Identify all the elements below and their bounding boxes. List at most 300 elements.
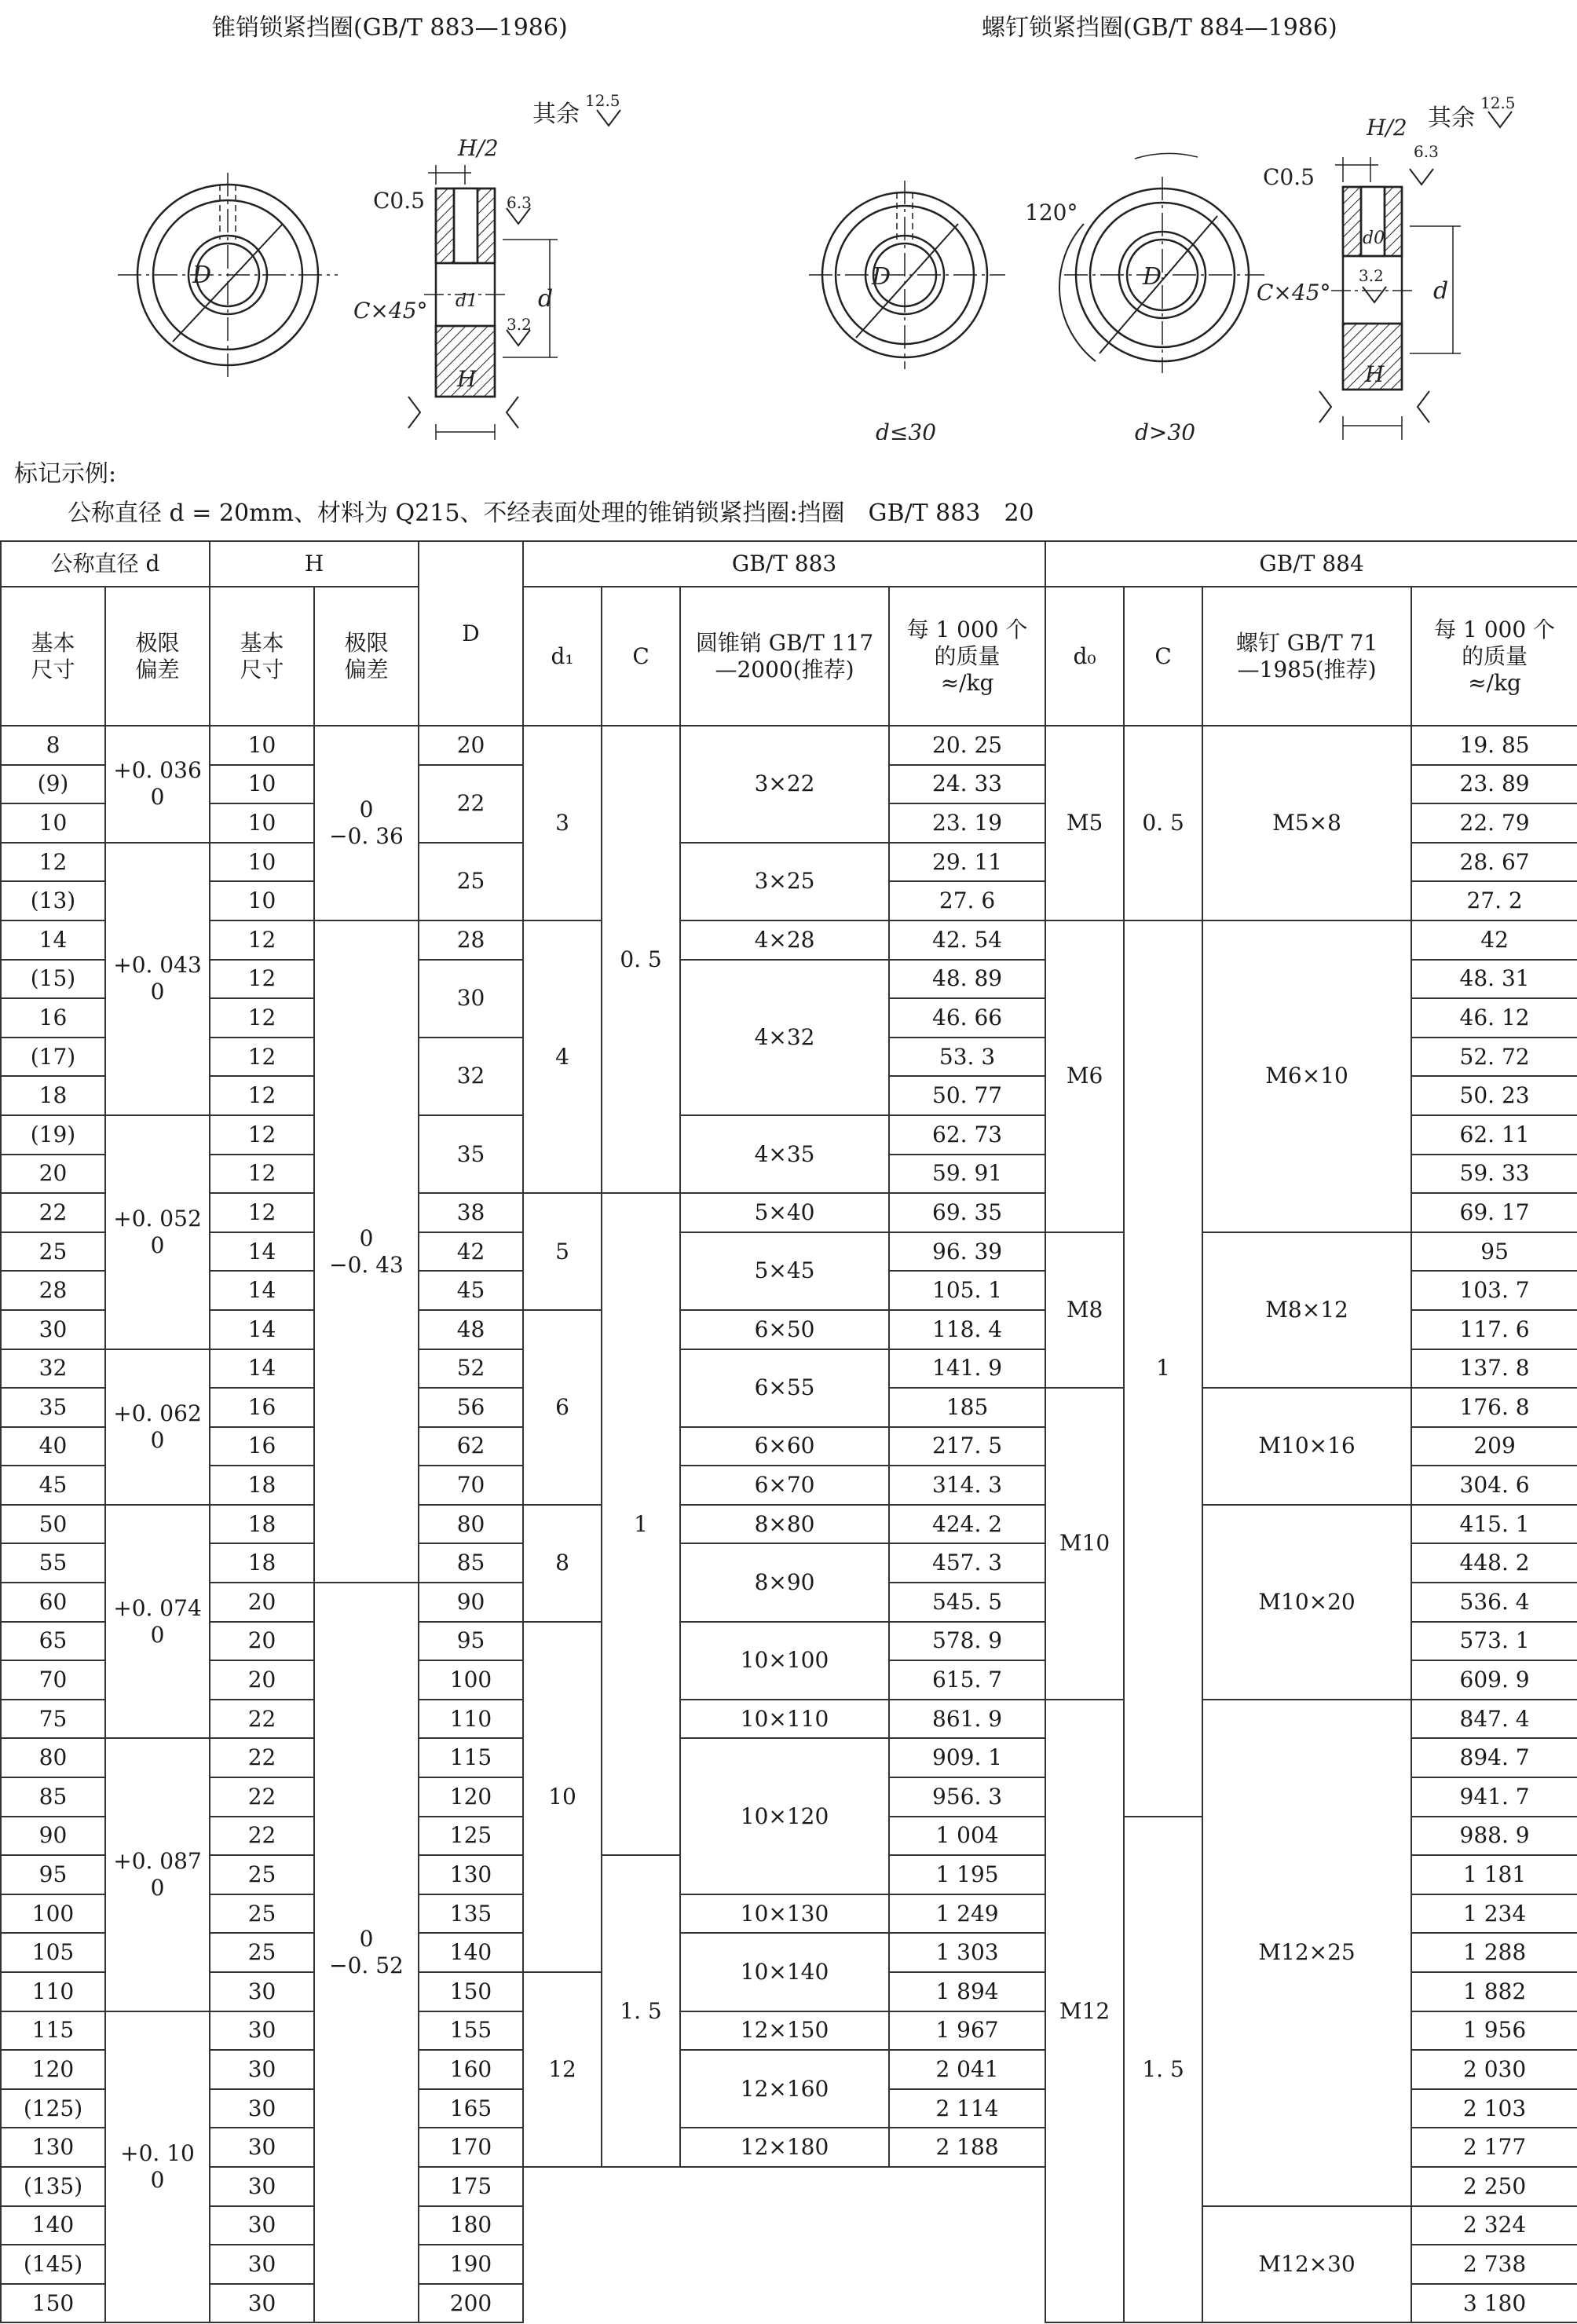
D-cell: 130 [419, 1855, 523, 1894]
title-gb884: 螺钉锁紧挡圈(GB/T 884—1986) [982, 14, 1337, 42]
marking-example-text: 公称直径 d = 20mm、材料为 Q215、不经表面处理的锥销锁紧挡圈:挡圈 GB/T 883 20 [68, 500, 1034, 527]
d-basic-cell: (15) [1, 960, 105, 999]
D-cell: 150 [419, 1972, 523, 2011]
h-tolerance-cell: 0 −0. 36 [314, 726, 419, 920]
label-angle-120: 120° [1025, 199, 1078, 225]
taper-pin-cell: 8×80 [680, 1505, 889, 1544]
header-h-basic: 基本 尺寸 [210, 587, 314, 726]
mass-884-cell: 117. 6 [1411, 1310, 1577, 1349]
c-883-cell: 1. 5 [602, 1855, 680, 2167]
D-cell: 20 [419, 726, 523, 765]
h-basic-cell: 30 [210, 2167, 314, 2206]
empty-883-cell [523, 2167, 1045, 2322]
ra-6-3-right: 6.3 [1414, 142, 1439, 161]
d-tolerance-cell: +0. 043 0 [105, 843, 210, 1115]
taper-pin-cell: 8×90 [680, 1543, 889, 1621]
mass-883-cell: 69. 35 [889, 1193, 1045, 1232]
d1-cell: 12 [523, 1972, 602, 2167]
h-basic-cell: 25 [210, 1894, 314, 1934]
D-cell: 62 [419, 1427, 523, 1466]
d-basic-cell: 10 [1, 803, 105, 843]
d-basic-cell: 28 [1, 1271, 105, 1310]
mass-883-cell: 118. 4 [889, 1310, 1045, 1349]
mass-883-cell: 23. 19 [889, 803, 1045, 843]
h-basic-cell: 20 [210, 1660, 314, 1700]
taper-pin-cell: 5×45 [680, 1232, 889, 1310]
d-basic-cell: 12 [1, 843, 105, 882]
c-883-cell: 1 [602, 1193, 680, 1855]
mass-883-cell: 27. 6 [889, 881, 1045, 920]
taper-pin-cell: 3×25 [680, 843, 889, 920]
ra-12-5-right: 12.5 [1480, 93, 1516, 112]
h-basic-cell: 12 [210, 1193, 314, 1232]
mass-883-cell: 314. 3 [889, 1466, 1045, 1505]
d0-cell: M5 [1045, 726, 1124, 920]
taper-pin-cell: 12×150 [680, 2011, 889, 2051]
mass-884-cell: 2 738 [1411, 2245, 1577, 2284]
h-basic-cell: 18 [210, 1505, 314, 1544]
d-basic-cell: (145) [1, 2245, 105, 2284]
D-cell: 190 [419, 2245, 523, 2284]
mass-884-cell: 2 030 [1411, 2050, 1577, 2089]
d-basic-cell: 45 [1, 1466, 105, 1505]
chamfer-c05-left: C0.5 [373, 188, 425, 214]
h-basic-cell: 14 [210, 1349, 314, 1389]
mass-884-cell: 50. 23 [1411, 1076, 1577, 1115]
mass-883-cell: 20. 25 [889, 726, 1045, 765]
mass-883-cell: 424. 2 [889, 1505, 1045, 1544]
mass-883-cell: 545. 5 [889, 1583, 1045, 1622]
c-883-cell: 0. 5 [602, 726, 680, 1193]
gb883-front-view [118, 173, 338, 377]
h-basic-cell: 30 [210, 2011, 314, 2051]
d-basic-cell: 95 [1, 1855, 105, 1894]
header-d1: d₁ [523, 587, 602, 726]
d-basic-cell: 20 [1, 1155, 105, 1194]
dim-h-half-left: H/2 [458, 135, 499, 161]
screw-cell: M5×8 [1202, 726, 1411, 920]
d-basic-cell: 8 [1, 726, 105, 765]
mass-884-cell: 95 [1411, 1232, 1577, 1272]
mass-884-cell: 1 882 [1411, 1972, 1577, 2011]
taper-pin-cell: 4×32 [680, 960, 889, 1115]
gb884-front-view-small [809, 181, 1005, 440]
d-basic-cell: 16 [1, 998, 105, 1038]
mass-884-cell: 573. 1 [1411, 1622, 1577, 1661]
h-basic-cell: 30 [210, 2284, 314, 2323]
gb883-section-view [353, 91, 620, 440]
D-cell: 170 [419, 2128, 523, 2167]
mass-884-cell: 2 103 [1411, 2089, 1577, 2128]
D-cell: 85 [419, 1543, 523, 1583]
d1-cell: 6 [523, 1310, 602, 1505]
mass-883-cell: 578. 9 [889, 1622, 1045, 1661]
taper-pin-cell: 5×40 [680, 1193, 889, 1232]
mass-883-cell: 46. 66 [889, 998, 1045, 1038]
mass-884-cell: 847. 4 [1411, 1700, 1577, 1739]
ra-3-2-right: 3.2 [1359, 266, 1384, 285]
gb884-front-view-large [1025, 154, 1264, 440]
h-basic-cell: 18 [210, 1543, 314, 1583]
mass-884-cell: 988. 9 [1411, 1817, 1577, 1856]
D-cell: 32 [419, 1038, 523, 1115]
d-tolerance-cell: +0. 10 0 [105, 2011, 210, 2323]
h-basic-cell: 22 [210, 1817, 314, 1856]
label-d-gt-30: d>30 [1135, 419, 1196, 440]
h-basic-cell: 22 [210, 1700, 314, 1739]
d-tolerance-cell: +0. 087 0 [105, 1738, 210, 2011]
header-D: D [419, 541, 523, 726]
h-basic-cell: 22 [210, 1777, 314, 1817]
D-cell: 110 [419, 1700, 523, 1739]
taper-pin-cell: 12×180 [680, 2128, 889, 2167]
header-nominal-d: 公称直径 d [1, 541, 210, 587]
d-basic-cell: 110 [1, 1972, 105, 2011]
h-basic-cell: 10 [210, 881, 314, 920]
D-cell: 180 [419, 2206, 523, 2245]
D-cell: 135 [419, 1894, 523, 1934]
D-cell: 175 [419, 2167, 523, 2206]
mass-884-cell: 1 234 [1411, 1894, 1577, 1934]
mass-884-cell: 941. 7 [1411, 1777, 1577, 1817]
mass-883-cell: 615. 7 [889, 1660, 1045, 1700]
chamfer-c45-right: C×45° [1257, 280, 1331, 306]
screw-cell: M6×10 [1202, 920, 1411, 1232]
mass-884-cell: 103. 7 [1411, 1271, 1577, 1310]
D-cell: 70 [419, 1466, 523, 1505]
screw-cell: M8×12 [1202, 1232, 1411, 1388]
mass-884-cell: 69. 17 [1411, 1193, 1577, 1232]
mass-883-cell: 105. 1 [889, 1271, 1045, 1310]
dim-d-right: d [1433, 277, 1449, 305]
mass-883-cell: 2 188 [889, 2128, 1045, 2167]
mass-883-cell: 50. 77 [889, 1076, 1045, 1115]
d-basic-cell: 150 [1, 2284, 105, 2323]
d-basic-cell: 115 [1, 2011, 105, 2051]
h-basic-cell: 30 [210, 2245, 314, 2284]
taper-pin-cell: 6×50 [680, 1310, 889, 1349]
mass-883-cell: 861. 9 [889, 1700, 1045, 1739]
h-basic-cell: 16 [210, 1388, 314, 1427]
d-tolerance-cell: +0. 036 0 [105, 726, 210, 843]
ra-6-3-left: 6.3 [507, 193, 532, 212]
dim-D-right-b: D [1143, 263, 1162, 291]
d-basic-cell: 100 [1, 1894, 105, 1934]
mass-883-cell: 185 [889, 1388, 1045, 1427]
h-basic-cell: 10 [210, 843, 314, 882]
mass-883-cell: 24. 33 [889, 765, 1045, 804]
header-taper-pin: 圆锥销 GB/T 117 —2000(推荐) [680, 587, 889, 726]
mass-883-cell: 59. 91 [889, 1155, 1045, 1194]
mass-884-cell: 1 288 [1411, 1933, 1577, 1972]
h-basic-cell: 12 [210, 920, 314, 960]
d-basic-cell: 55 [1, 1543, 105, 1583]
taper-pin-cell: 10×110 [680, 1700, 889, 1739]
taper-pin-cell: 10×120 [680, 1738, 889, 1894]
mass-884-cell: 22. 79 [1411, 803, 1577, 843]
taper-pin-cell: 12×160 [680, 2050, 889, 2128]
D-cell: 25 [419, 843, 523, 920]
d-basic-cell: 60 [1, 1583, 105, 1622]
header-h-tol: 极限 偏差 [314, 587, 419, 726]
h-basic-cell: 16 [210, 1427, 314, 1466]
D-cell: 56 [419, 1388, 523, 1427]
mass-884-cell: 304. 6 [1411, 1466, 1577, 1505]
mass-883-cell: 62. 73 [889, 1115, 1045, 1155]
h-basic-cell: 25 [210, 1933, 314, 1972]
mass-884-cell: 209 [1411, 1427, 1577, 1466]
d-basic-cell: 75 [1, 1700, 105, 1739]
d-basic-cell: 105 [1, 1933, 105, 1972]
h-basic-cell: 14 [210, 1232, 314, 1272]
D-cell: 155 [419, 2011, 523, 2051]
D-cell: 48 [419, 1310, 523, 1349]
mass-883-cell: 96. 39 [889, 1232, 1045, 1272]
taper-pin-cell: 10×140 [680, 1933, 889, 2011]
D-cell: 28 [419, 920, 523, 960]
mass-883-cell: 1 894 [889, 1972, 1045, 2011]
D-cell: 200 [419, 2284, 523, 2323]
mass-884-cell: 46. 12 [1411, 998, 1577, 1038]
screw-cell: M10×16 [1202, 1388, 1411, 1505]
d0-cell: M6 [1045, 920, 1124, 1232]
mass-884-cell: 176. 8 [1411, 1388, 1577, 1427]
screw-cell: M12×25 [1202, 1700, 1411, 2206]
mass-883-cell: 1 303 [889, 1933, 1045, 1972]
mass-883-cell: 141. 9 [889, 1349, 1045, 1389]
D-cell: 160 [419, 2050, 523, 2089]
mass-884-cell: 2 177 [1411, 2128, 1577, 2167]
d-basic-cell: (17) [1, 1038, 105, 1077]
d-basic-cell: 22 [1, 1193, 105, 1232]
d-basic-cell: (13) [1, 881, 105, 920]
d-basic-cell: 50 [1, 1505, 105, 1544]
dim-d-left: d [538, 285, 554, 313]
D-cell: 80 [419, 1505, 523, 1544]
d0-cell: M8 [1045, 1232, 1124, 1388]
taper-pin-cell: 10×100 [680, 1622, 889, 1700]
dim-h-half-right: H/2 [1367, 115, 1407, 141]
d-basic-cell: (125) [1, 2089, 105, 2128]
h-basic-cell: 22 [210, 1738, 314, 1777]
screw-cell: M10×20 [1202, 1505, 1411, 1700]
mass-884-cell: 2 250 [1411, 2167, 1577, 2206]
mass-883-cell: 1 249 [889, 1894, 1045, 1934]
mass-884-cell: 3 180 [1411, 2284, 1577, 2323]
d-tolerance-cell: +0. 074 0 [105, 1505, 210, 1739]
dim-d0: d0 [1363, 229, 1385, 248]
technical-drawings [0, 47, 1577, 440]
mass-884-cell: 48. 31 [1411, 960, 1577, 999]
d-basic-cell: 32 [1, 1349, 105, 1389]
mass-883-cell: 29. 11 [889, 843, 1045, 882]
h-basic-cell: 30 [210, 2050, 314, 2089]
d-basic-cell: 40 [1, 1427, 105, 1466]
h-basic-cell: 12 [210, 1155, 314, 1194]
h-basic-cell: 30 [210, 2206, 314, 2245]
c-884-cell: 0. 5 [1124, 726, 1202, 920]
h-basic-cell: 10 [210, 726, 314, 765]
mass-884-cell: 42 [1411, 920, 1577, 960]
d-basic-cell: 30 [1, 1310, 105, 1349]
header-d-basic: 基本 尺寸 [1, 587, 105, 726]
d-basic-cell: 14 [1, 920, 105, 960]
d-basic-cell: 35 [1, 1388, 105, 1427]
D-cell: 115 [419, 1738, 523, 1777]
mass-883-cell: 1 967 [889, 2011, 1045, 2051]
d-basic-cell: 90 [1, 1817, 105, 1856]
taper-pin-cell: 6×70 [680, 1466, 889, 1505]
mass-883-cell: 457. 3 [889, 1543, 1045, 1583]
header-mass-884: 每 1 000 个 的质量 ≈/kg [1411, 587, 1577, 726]
header-c-884: C [1124, 587, 1202, 726]
d1-cell: 8 [523, 1505, 602, 1622]
h-basic-cell: 25 [210, 1855, 314, 1894]
D-cell: 100 [419, 1660, 523, 1700]
chamfer-c05-right: C0.5 [1263, 164, 1315, 190]
gb884-section-view [1257, 93, 1516, 440]
h-basic-cell: 20 [210, 1622, 314, 1661]
mass-884-cell: 415. 1 [1411, 1505, 1577, 1544]
D-cell: 35 [419, 1115, 523, 1193]
D-cell: 42 [419, 1232, 523, 1272]
ra-12-5-left: 12.5 [585, 91, 620, 110]
mass-884-cell: 448. 2 [1411, 1543, 1577, 1583]
dim-H-left: H [457, 366, 477, 392]
mass-883-cell: 53. 3 [889, 1038, 1045, 1077]
header-gb884: GB/T 884 [1045, 541, 1577, 587]
mass-883-cell: 2 114 [889, 2089, 1045, 2128]
taper-pin-cell: 4×35 [680, 1115, 889, 1193]
h-tolerance-cell: 0 −0. 43 [314, 920, 419, 1583]
mass-883-cell: 42. 54 [889, 920, 1045, 960]
d-tolerance-cell: +0. 052 0 [105, 1115, 210, 1349]
d-basic-cell: (19) [1, 1115, 105, 1155]
d1-cell: 5 [523, 1193, 602, 1310]
D-cell: 38 [419, 1193, 523, 1232]
mass-884-cell: 1 956 [1411, 2011, 1577, 2051]
h-basic-cell: 12 [210, 998, 314, 1038]
dim-D-left: D [192, 262, 212, 289]
mass-883-cell: 1 004 [889, 1817, 1045, 1856]
mass-884-cell: 137. 8 [1411, 1349, 1577, 1389]
mass-883-cell: 956. 3 [889, 1777, 1045, 1817]
header-gb883: GB/T 883 [523, 541, 1045, 587]
d-basic-cell: 120 [1, 2050, 105, 2089]
d-tolerance-cell: +0. 062 0 [105, 1349, 210, 1505]
h-basic-cell: 12 [210, 1115, 314, 1155]
dim-D-right-a: D [872, 263, 891, 291]
D-cell: 95 [419, 1622, 523, 1661]
d-basic-cell: 130 [1, 2128, 105, 2167]
h-basic-cell: 12 [210, 960, 314, 999]
taper-pin-cell: 10×130 [680, 1894, 889, 1934]
mass-884-cell: 59. 33 [1411, 1155, 1577, 1194]
mass-883-cell: 2 041 [889, 2050, 1045, 2089]
mass-883-cell: 909. 1 [889, 1738, 1045, 1777]
d1-cell: 10 [523, 1622, 602, 1972]
screw-cell: M12×30 [1202, 2206, 1411, 2323]
mass-884-cell: 19. 85 [1411, 726, 1577, 765]
taper-pin-cell: 4×28 [680, 920, 889, 960]
mass-883-cell: 1 195 [889, 1855, 1045, 1894]
d-basic-cell: 140 [1, 2206, 105, 2245]
d-basic-cell: 65 [1, 1622, 105, 1661]
d-basic-cell: 70 [1, 1660, 105, 1700]
D-cell: 22 [419, 765, 523, 843]
h-basic-cell: 30 [210, 2089, 314, 2128]
header-d0: d₀ [1045, 587, 1124, 726]
header-H: H [210, 541, 419, 587]
mass-883-cell: 48. 89 [889, 960, 1045, 999]
d0-cell: M12 [1045, 1700, 1124, 2323]
D-cell: 45 [419, 1271, 523, 1310]
D-cell: 52 [419, 1349, 523, 1389]
d1-cell: 4 [523, 920, 602, 1193]
ra-3-2-left-a: 3.2 [507, 315, 532, 334]
d-basic-cell: (135) [1, 2167, 105, 2206]
marking-example-label: 标记示例: [14, 460, 117, 488]
mass-883-cell: 217. 5 [889, 1427, 1045, 1466]
mass-884-cell: 27. 2 [1411, 881, 1577, 920]
header-d-tol: 极限 偏差 [105, 587, 210, 726]
h-basic-cell: 30 [210, 1972, 314, 2011]
taper-pin-cell: 3×22 [680, 726, 889, 843]
d-basic-cell: 25 [1, 1232, 105, 1272]
h-basic-cell: 30 [210, 2128, 314, 2167]
mass-884-cell: 52. 72 [1411, 1038, 1577, 1077]
mass-884-cell: 28. 67 [1411, 843, 1577, 882]
label-d-le-30: d≤30 [876, 419, 937, 440]
d0-cell: M10 [1045, 1388, 1124, 1700]
D-cell: 90 [419, 1583, 523, 1622]
d-basic-cell: 80 [1, 1738, 105, 1777]
dimension-table [0, 540, 1577, 2323]
header-mass-883: 每 1 000 个 的质量 ≈/kg [889, 587, 1045, 726]
mass-884-cell: 1 181 [1411, 1855, 1577, 1894]
taper-pin-cell: 6×55 [680, 1349, 889, 1427]
D-cell: 120 [419, 1777, 523, 1817]
mass-884-cell: 62. 11 [1411, 1115, 1577, 1155]
h-basic-cell: 12 [210, 1038, 314, 1077]
taper-pin-cell: 6×60 [680, 1427, 889, 1466]
mass-884-cell: 536. 4 [1411, 1583, 1577, 1622]
d-basic-cell: 18 [1, 1076, 105, 1115]
h-basic-cell: 10 [210, 765, 314, 804]
mass-884-cell: 894. 7 [1411, 1738, 1577, 1777]
dim-d1: d1 [456, 291, 478, 311]
chamfer-c45-left: C×45° [353, 298, 428, 324]
h-basic-cell: 10 [210, 803, 314, 843]
D-cell: 30 [419, 960, 523, 1038]
D-cell: 140 [419, 1933, 523, 1972]
D-cell: 165 [419, 2089, 523, 2128]
c-884-cell: 1. 5 [1124, 1817, 1202, 2323]
c-884-cell: 1 [1124, 920, 1202, 1817]
h-basic-cell: 18 [210, 1466, 314, 1505]
header-screw: 螺钉 GB/T 71 —1985(推荐) [1202, 587, 1411, 726]
mass-884-cell: 23. 89 [1411, 765, 1577, 804]
h-basic-cell: 14 [210, 1310, 314, 1349]
h-tolerance-cell: 0 −0. 52 [314, 1583, 419, 2322]
h-basic-cell: 14 [210, 1271, 314, 1310]
mass-884-cell: 2 324 [1411, 2206, 1577, 2245]
header-c-883: C [602, 587, 680, 726]
d1-cell: 3 [523, 726, 602, 920]
h-basic-cell: 20 [210, 1583, 314, 1622]
d-basic-cell: (9) [1, 765, 105, 804]
dim-H-right: H [1365, 361, 1385, 387]
